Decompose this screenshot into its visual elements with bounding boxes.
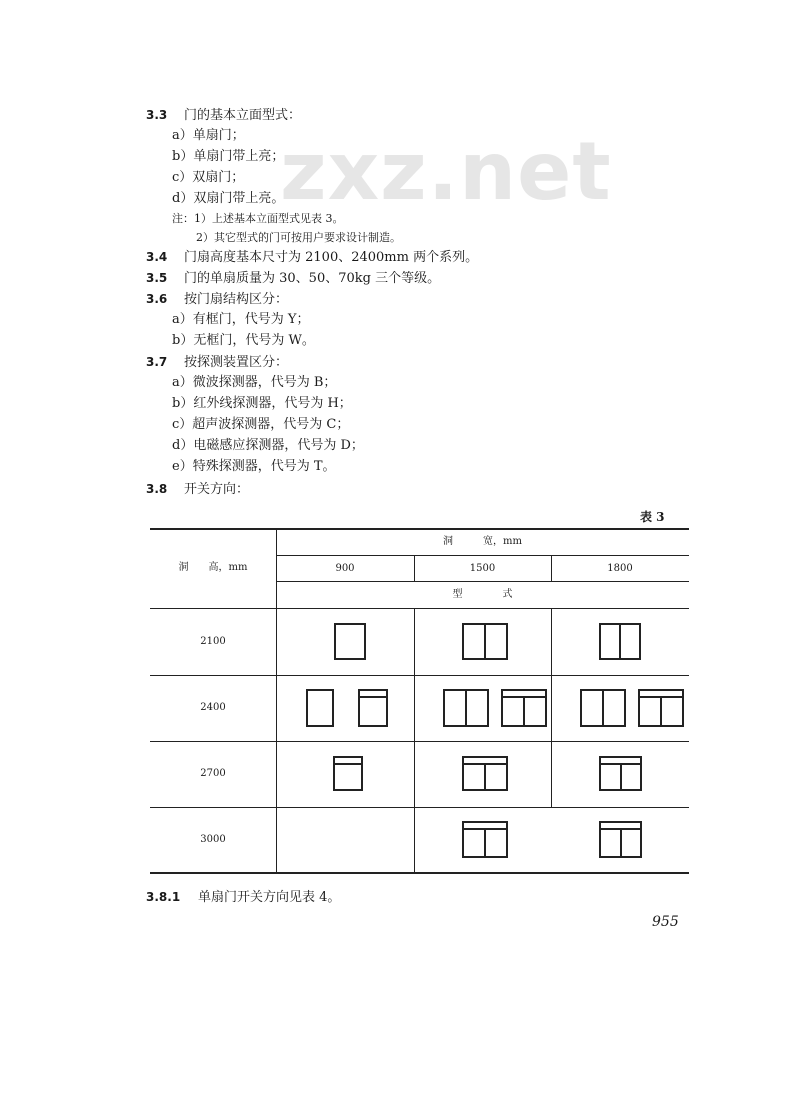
double-door-transom-icon: [599, 821, 642, 858]
double-door-icon: [599, 623, 641, 660]
section-3-8: 3.8 开关方向：: [146, 482, 250, 497]
table-top-rule: [150, 528, 689, 530]
table-rule: [276, 581, 689, 582]
list-item: b）无框门，代号为 W。: [172, 333, 315, 348]
section-3-7: 3.7 按探测装置区分：: [146, 355, 289, 370]
note-2: 2）其它型式的门可按用户要求设计制造。: [196, 231, 401, 244]
single-door-icon: [334, 623, 366, 660]
table-rule: [150, 608, 689, 609]
table-rule: [276, 555, 689, 556]
single-door-transom-icon: [358, 689, 388, 727]
table-col-rule: [276, 529, 277, 873]
list-item: b）红外线探测器，代号为 H；: [172, 396, 352, 411]
list-item: b）单扇门带上亮；: [172, 149, 285, 164]
double-door-icon: [580, 689, 626, 727]
table-rule: [150, 675, 689, 676]
list-item: c）双扇门；: [172, 170, 245, 185]
double-door-transom-icon: [638, 689, 684, 727]
table-rule: [150, 807, 689, 808]
width-header: 洞 宽，mm: [443, 536, 522, 547]
table-caption: 表 3: [640, 510, 665, 524]
height-3000: 3000: [200, 834, 226, 845]
list-item: a）有框门，代号为 Y；: [172, 312, 310, 327]
table-bottom-rule: [150, 872, 689, 874]
list-item: a）微波探测器，代号为 B；: [172, 375, 337, 390]
double-door-transom-icon: [501, 689, 547, 727]
double-door-transom-icon: [599, 756, 642, 791]
table-col-rule: [551, 608, 552, 808]
list-item: e）特殊探测器，代号为 T。: [172, 459, 336, 474]
double-door-icon: [462, 623, 508, 660]
width-900: 900: [335, 563, 355, 574]
single-door-transom-icon: [333, 756, 363, 791]
note-1: 注：1）上述基本立面型式见表 3。: [172, 212, 344, 225]
height-2100: 2100: [200, 636, 226, 647]
section-3-5: 3.5 门的单扇质量为 30、50、70kg 三个等级。: [146, 271, 441, 286]
height-2700: 2700: [200, 768, 226, 779]
watermark: zxz.net: [280, 125, 612, 218]
section-3-8-1: 3.8.1 单扇门开关方向见表 4。: [146, 890, 341, 905]
section-3-3: 3.3 门的基本立面型式：: [146, 108, 302, 123]
width-1800: 1800: [607, 563, 633, 574]
table-rule: [150, 741, 689, 742]
section-3-4: 3.4 门扇高度基本尺寸为 2100、2400mm 两个系列。: [146, 250, 479, 265]
double-door-icon: [443, 689, 489, 727]
table-col-rule: [414, 608, 415, 873]
section-3-6: 3.6 按门扇结构区分：: [146, 292, 289, 307]
width-1500: 1500: [469, 563, 496, 574]
row-header: 洞 高，mm: [178, 562, 248, 573]
height-2400: 2400: [200, 702, 226, 713]
double-door-transom-icon: [462, 756, 508, 791]
type-header: 型 式: [452, 589, 513, 600]
double-door-transom-icon: [462, 821, 508, 858]
list-item: d）电磁感应探测器，代号为 D；: [172, 438, 364, 453]
list-item: a）单扇门；: [172, 128, 245, 143]
page-number: 955: [652, 914, 679, 930]
single-door-icon: [306, 689, 334, 727]
list-item: d）双扇门带上亮。: [172, 191, 285, 206]
list-item: c）超声波探测器，代号为 C；: [172, 417, 350, 432]
